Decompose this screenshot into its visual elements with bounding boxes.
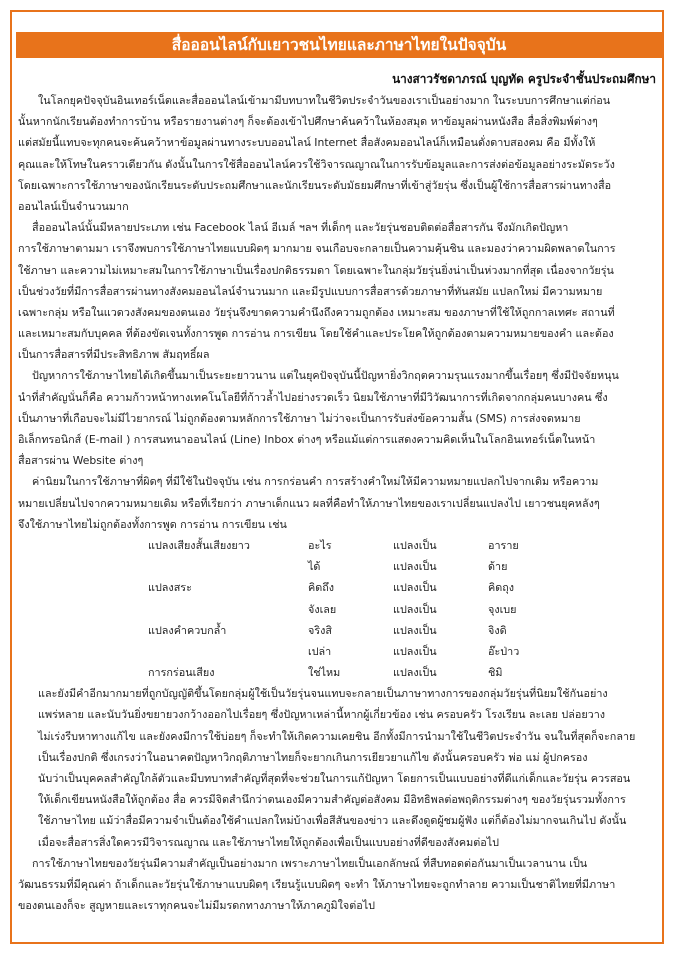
example-wrong: จังเลย [308, 602, 337, 616]
text-line: และยังมีคำอีกมากมายที่ถูกบัญญัติขึ้นโดยกลุ่มผู้ใช้เป็นวัยรุ่นจนแทบจะกลายเป็นภาษาทางการของกลุ่มวัยรุ่นที่นิยมใช้กันอย่าง [38, 687, 608, 701]
text-line: การใช้ภาษาตามมา เราจึงพบการใช้ภาษาไทยแบบผิดๆ มากมาย จนเกือบจะกลายเป็นความคุ้นชิน และมองว่าความผิดพลาดในการ [18, 242, 616, 256]
example-verb: แปลงเป็น [393, 602, 437, 616]
text-line: ของตนเองก็จะ สูญหายและเราทุกคนจะไม่มีมรดกทางภาษาให้ภาคภูมิใจต่อไป [18, 899, 376, 913]
article-title: สื่อออนไลน์กับเยาวชนไทยและภาษาไทยในปัจจุบัน [171, 36, 507, 54]
example-result: อ๊ะป่าว [488, 644, 520, 658]
example-result: ด้าย [488, 560, 508, 574]
example-result: คิดถุง [488, 581, 515, 595]
examples-table [18, 535, 658, 683]
example-category: แปลงเสียงสั้นเสียงยาว [148, 538, 250, 552]
example-category: แปลงสระ [148, 581, 192, 595]
example-verb: แปลงเป็น [393, 560, 437, 574]
author-line: นางสาวรัชดาภรณ์ บุญทัด ครูประจำชั้นประถมศึกษา [392, 72, 656, 86]
text-line: เป็นเรื่องปกติ ซึ่งเกรงว่าในอนาคตปัญหาวิกฤติภาษาไทยก็จะยากเกินการเยียวยาแก้ไข ดังนั้นครอบครัว พ่อ แม่ ผู้ปกครอง [38, 750, 588, 764]
text-line: แพร่หลาย และนับวันยิ่งขยายวงกว้างออกไปเรื่อยๆ ซึ่งปัญหาเหล่านี้หากผู้เกี่ยวข้อง เช่น ครอบครัว โรงเรียน ละเลย ปล่อยวาง [38, 708, 606, 722]
text-line: ใช้ภาษา และความไม่เหมาะสมในการใช้ภาษาเป็นเรื่องปกติธรรมดา โดยเฉพาะในกลุ่มวัยรุ่นยิ่งน่าเป็นห่วงมากที่สุด เนื่องจากวัยรุ่น [18, 263, 614, 277]
text-line: ไม่เร่งรีบหาทางแก้ไข และยังคงมีการใช้บ่อยๆ ก็จะทำให้เกิดความเคยชิน อีกทั้งมีการนำมาใช้ในชีวิตประจำวัน จนในที่สุดก็จะกลาย [38, 729, 636, 743]
text-line: คุณและให้โทษในคราวเดียวกัน ดังนั้นในการใช้สื่อออนไลน์ควรใช้วิจารณญาณในการรับข้อมูลและการส่งต่อข้อมูลอย่างระมัดระวัง [18, 157, 615, 171]
example-verb: แปลงเป็น [393, 623, 437, 637]
example-wrong: ได้ [308, 560, 321, 574]
example-verb: แปลงเป็น [393, 644, 437, 658]
text-line: เมื่อจะสื่อสารสิ่งใดควรมีวิจารณญาณ และใช้ภาษาไทยให้ถูกต้องเพื่อเป็นแบบอย่างที่ดีของสังคมต่อไป [38, 835, 499, 849]
text-line: ให้เด็กเขียนหนังสือให้ถูกต้อง สื่อ ควรมีจิตสำนึกว่าตนเองมีความสำคัญต่อสังคม มีอิทธิพลต่อพฤติกรรมต่างๆ ของวัยรุ่นรวมทั้งการ [38, 793, 626, 807]
text-line: เฉพาะกลุ่ม หรือในแวดวงสังคมของตนเอง วัยรุ่นจึงขาดความคำนึงถึงความถูกต้อง เหมาะสม ของภาษาที่ใช้ให้ถูกกาลเทศะ สถานที่ [18, 305, 615, 319]
example-verb: แปลงเป็น [393, 538, 437, 552]
paragraph-5 [18, 683, 658, 853]
paragraph-3 [18, 365, 658, 471]
text-line: ออนไลน์เป็นจำนวนมาก [18, 199, 129, 213]
example-wrong: อะไร [308, 538, 332, 552]
text-line: อิเล็กทรอนิกส์ (E-mail ) การสนทนาออนไลน์ (Line) Inbox ต่างๆ หรือแม้แต่การแสดงความคิดเห็นในโลกอินเทอร์เน็ตในหน้า [18, 433, 596, 446]
text-line: สื่อสารผ่าน Website ต่างๆ [18, 454, 144, 468]
paragraph-6 [18, 853, 658, 917]
example-category: แปลงคำควบกล้ำ [148, 623, 227, 637]
text-line: เป็นภาษาที่เกือบจะไม่มีไวยากรณ์ ไม่ถูกต้องตามหลักการใช้ภาษา ไม่ว่าจะเป็นการรับส่งข้อความสั้น (SMS) การส่งจดหมาย [18, 411, 581, 425]
example-category: การกร่อนเสียง [148, 666, 215, 680]
text-line: นับว่าเป็นบุคคลสำคัญใกล้ตัวและมีบทบาทสำคัญที่สุดที่จะช่วยในการแก้ปัญหา โดยการเป็นแบบอย่างที่ดีแก่เด็กและวัยรุ่น ควรสอน [38, 772, 631, 785]
example-wrong: คิดถึง [308, 581, 335, 595]
paragraph-2 [18, 217, 658, 365]
title-banner [16, 32, 662, 58]
text-line: วัฒนธรรมที่มีคุณค่า ถ้าเด็กและวัยรุ่นใช้ภาษาแบบผิดๆ เรียนรู้แบบผิดๆ จะทำ ให้ภาษาไทยจะถูกทำลาย ความเป็นชาติไทยที่มีภาษา [18, 877, 616, 891]
example-wrong: ใช่ไหม [308, 666, 341, 680]
example-result: ชิมิ [488, 666, 503, 680]
paragraph-4 [18, 471, 658, 535]
text-line: แต่สมัยนี้แทบจะทุกคนจะค้นคว้าหาข้อมูลผ่านทางระบบออนไลน์ Internet สื่อสังคมออนไลน์ก็เหมือนดั่งดาบสองคม คือ มีทั้งให้ [18, 136, 596, 150]
text-line: ในโลกยุคปัจจุบันอินเทอร์เน็ตและสื่อออนไลน์เข้ามามีบทบาทในชีวิตประจำวันของเราเป็นอย่างมาก ในระบบการศึกษาแต่ก่อน [38, 94, 611, 107]
table-row [18, 535, 658, 556]
text-line: นั้นหากนักเรียนต้องทำการบ้าน หรือรายงานต่างๆ ก็จะต้องเข้าไปศึกษาค้นคว้าในห้องสมุด หาข้อมูลผ่านหนังสือ สื่อสิ่งพิมพ์ต่างๆ [18, 115, 598, 129]
example-result: อาราย [488, 538, 519, 552]
table-row [18, 599, 658, 620]
text-line: จึงใช้ภาษาไทยไม่ถูกต้องทั้งการพูด การอ่าน การเขียน เช่น [18, 517, 287, 531]
example-verb: แปลงเป็น [393, 581, 437, 595]
text-line: สื่อออนไลน์นั้นมีหลายประเภท เช่น Facebook ไลน์ อีเมล์ ฯลฯ ที่เด็กๆ และวัยรุ่นชอบติดต่อสื่อสารกัน จึงมักเกิดปัญหา [32, 221, 569, 235]
text-line: เป็นการสื่อสารที่มีประสิทธิภาพ สัมฤทธิ์ผล [18, 348, 210, 362]
table-row [18, 556, 658, 577]
paragraph-1 [18, 90, 658, 217]
text-line: ปัญหาการใช้ภาษาไทยได้เกิดขึ้นมาเป็นระยะยาวนาน แต่ในยุคปัจจุบันนี้ปัญหายิ่งวิกฤตความรุนแรงมากขึ้นเรื่อยๆ ซึ่งมีปัจจัยหนุน [32, 369, 619, 383]
text-line: โดยเฉพาะการใช้ภาษาของนักเรียนระดับประถมศึกษาและนักเรียนระดับมัธยมศึกษาที่เข้าสู่วัยรุ่น ซึ่งเป็นผู้ใช้การสื่อสารผ่านทางสื่อ [18, 178, 612, 192]
example-wrong: จริงสิ [308, 623, 332, 637]
text-line: นำที่สำคัญนั่นก็คือ ความก้าวหน้าทางเทคโนโลยีที่ก้าวล้ำไปอย่างรวดเร็ว นิยมใช้ภาษาที่มีวิวัฒนาการที่เกิดจากกลุ่มคนบางคน ซึ่ง [18, 390, 608, 404]
text-line: ใช้ภาษาไทย แม้ว่าสื่อมีความจำเป็นต้องใช้คำแปลกใหม่บ้างเพื่อสีสันของข่าว และดึงดูดผู้ชมผู้ฟัง แต่ก็ต้องไม่มากจนเกินไป ดังนั้น [38, 814, 627, 828]
text-line: ค่านิยมในการใช้ภาษาที่ผิดๆ ที่มีใช้ในปัจจุบัน เช่น การกร่อนคำ การสร้างคำใหม่ให้มีความหมายแปลกไปจากเดิม หรือความ [32, 475, 599, 489]
example-result: จิงดิ [488, 623, 507, 637]
example-verb: แปลงเป็น [393, 666, 437, 680]
example-wrong: เปล่า [308, 644, 332, 658]
table-row [18, 577, 658, 598]
text-line: การใช้ภาษาไทยของวัยรุ่นมีความสำคัญเป็นอย่างมาก เพราะภาษาไทยเป็นเอกลักษณ์ ที่สืบทอดต่อกันมาเป็นเวลานาน เป็น [32, 856, 588, 870]
table-row [18, 641, 658, 662]
text-line: และเหมาะสมกับบุคคล ที่ต้องขัดเจนทั้งการพูด การอ่าน การเขียน โดยใช้คำและประโยคให้ถูกต้องตามความหมายของคำ และต้อง [18, 327, 614, 341]
text-line: หมายเปลี่ยนไปจากความหมายเดิม หรือที่เรียกว่า ภาษาเด็กแนว ผลที่คือทำให้ภาษาไทยของเราเปลี่ยนแปลงไป เยาวชนยุคหลังๆ [18, 496, 600, 510]
example-result: จุงเบย [488, 602, 517, 616]
article-body [18, 90, 658, 916]
table-row [18, 662, 658, 683]
table-row [18, 620, 658, 641]
text-line: เป็นช่วงวัยที่มีการสื่อสารผ่านทางสังคมออนไลน์จำนวนมาก และมีรูปแบบการสื่อสารด้วยภาษาที่ทันสมัย แปลกใหม่ มีความหมาย [18, 284, 603, 298]
